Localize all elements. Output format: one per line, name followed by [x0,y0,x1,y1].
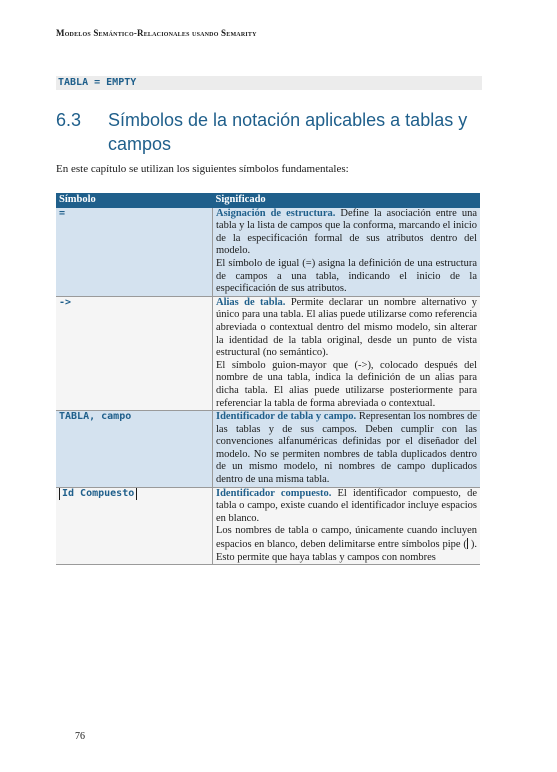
symbols-table [56,193,480,565]
composite-id-symbol: Id Compuesto [59,488,137,500]
term: Identificador compuesto. [216,487,332,499]
section-number: 6.3 [56,110,82,130]
term: Asignación de estructura. [216,207,336,219]
term: Alias de tabla. [216,296,286,308]
symbol-cell [56,487,213,565]
term: Identificador de tabla y campo. [216,411,357,423]
header-symbol: Símbolo [56,193,213,208]
meaning-cell [213,487,481,565]
section-title: Símbolos de la notación aplicables a tablas y campos [108,110,468,154]
code-line: TABLA = EMPTY [56,76,482,90]
meaning-cell [213,411,481,488]
meaning-text: El símbolo de igual (=) asigna la definición de una estructura de campos a una tabla, indicando el inicio de la especificación de sus atributos. [216,257,477,295]
symbol-cell: TABLA, campo [56,411,213,488]
table-row [56,296,480,410]
meaning-cell [213,208,481,297]
page-number: 76 [75,731,85,742]
table-header-row [56,193,480,208]
meaning-text: Permite declarar un nombre alternativo y único para una tabla. El alias puede utilizarse como referencia abreviada o contextual dentro del mismo modelo, sin alterar la identidad de la tabla original, desde un punto de vista estructural (no semántico). [216,296,478,359]
meaning-text: Representan los nombres de las tablas y de sus campos. Deben cumplir con las convenciones alfanuméricas definidas por el diseñador del modelo. No se permiten nombres de tabla duplicados dentro de un mismo modelo, ni nombres de campo duplicados dentro de una misma tabla. [216,411,477,486]
running-header: Modelos Semántico-Relacionales usando Semarity [56,28,257,38]
table-row [56,487,480,565]
meaning-text: El identificador compuesto, de tabla o campo, existe cuando el identificador incluye espacios en blanco. [216,487,477,524]
meaning-cell [213,296,481,410]
symbol-cell: = [56,208,213,297]
symbol-cell: -> [56,296,213,410]
meaning-text: El símbolo guion-mayor que (->), colocado después del nombre de una tabla, indica la definición de un alias para dicha tabla. El alias puede utilizarse posteriormente para referenciar la tabla de forma abreviada o contextual. [216,359,477,409]
meaning-text: Los nombres de tabla o campo, únicamente cuando incluyen espacios en blanco, deben delimitarse entre símbolos pipe ( [216,525,477,551]
meaning-text: ). Esto permite que haya tablas y campos con nombres [216,539,477,563]
table-row [56,411,480,488]
header-meaning: Significado [213,193,481,208]
meaning-text: Define la asociación entre una tabla y la lista de campos que la conforma, marcando el inicio de la especificación formal de sus atributos dentro del modelo. [216,207,478,257]
intro-paragraph: En este capítulo se utilizan los siguientes símbolos fundamentales: [56,163,349,175]
table-row [56,208,480,297]
